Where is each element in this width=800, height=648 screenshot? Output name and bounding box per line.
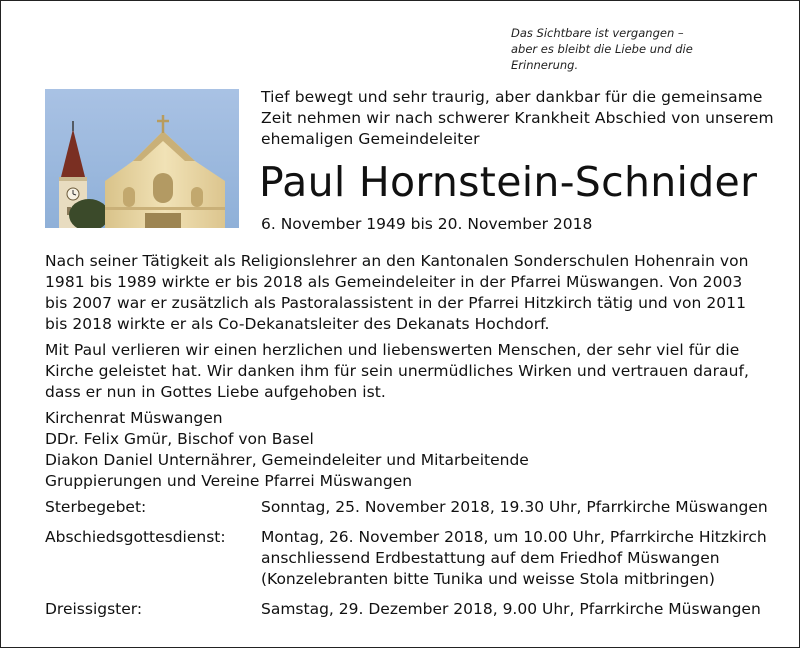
services-schedule — [45, 497, 768, 620]
service-label: Sterbegebet: — [45, 498, 147, 516]
intro-line: Zeit nehmen wir nach schwerer Krankheit Abschied von unserem — [261, 109, 774, 127]
life-dates: 6. November 1949 bis 20. November 2018 — [261, 215, 593, 233]
service-line: anschliessend Erdbestattung auf dem Friedhof Müswangen — [261, 549, 720, 567]
tribute-line: dass er nun in Gottes Liebe aufgehoben ist. — [45, 383, 386, 401]
service-line: (Konzelebranten bitte Tunika und weisse Stola mitbringen) — [261, 570, 715, 588]
tribute-line: Kirche geleistet hat. Wir danken ihm für sein unermüdliches Wirken und vertrauen darauf, — [45, 362, 749, 380]
service-details — [261, 599, 765, 620]
biography-line: bis 2007 war er zusätzlich als Pastoralassistent in der Pfarrei Hitzkirch tätig und von 2011 — [45, 294, 746, 312]
service-row-sterbegebet — [45, 497, 768, 518]
tribute-paragraph — [45, 340, 765, 403]
service-details — [261, 527, 767, 590]
church-illustration — [45, 89, 239, 228]
biography-line: Nach seiner Tätigkeit als Religionslehrer an den Kantonalen Sonderschulen Hohenrain von — [45, 252, 749, 270]
signer: Diakon Daniel Unternährer, Gemeindeleiter und Mitarbeitende — [45, 451, 529, 469]
motto-line: aber es bleibt die Liebe und die Erinnerung. — [511, 42, 693, 72]
motto-line: Das Sichtbare ist vergangen – — [511, 26, 684, 40]
intro-line: ehemaligen Gemeindeleiter — [261, 130, 480, 148]
signer: Gruppierungen und Vereine Pfarrei Müswangen — [45, 472, 413, 490]
intro-text — [261, 87, 774, 150]
biography-line: 1981 bis 1989 wirkte er bis 2018 als Gemeindeleiter in der Pfarrei Müswangen. Von 2003 — [45, 273, 743, 291]
biography-paragraph — [45, 251, 765, 335]
service-line: Montag, 26. November 2018, um 10.00 Uhr, Pfarrkirche Hitzkirch — [261, 528, 767, 546]
intro-line: Tief bewegt und sehr traurig, aber dankbar für die gemeinsame — [261, 88, 763, 106]
service-label: Abschiedsgottesdienst: — [45, 528, 226, 546]
signers-list — [45, 408, 529, 492]
biography-line: bis 2018 wirkte er als Co-Dekanatsleiter des Dekanats Hochdorf. — [45, 315, 550, 333]
service-row-dreissigster — [45, 599, 765, 620]
service-line: Samstag, 29. Dezember 2018, 9.00 Uhr, Pfarrkirche Müswangen — [261, 600, 761, 618]
motto-quote — [395, 25, 755, 73]
signer: DDr. Felix Gmür, Bischof von Basel — [45, 430, 314, 448]
service-row-abschiedsgottesdienst — [45, 527, 765, 590]
tribute-line: Mit Paul verlieren wir einen herzlichen und liebenswerten Menschen, der sehr viel für die — [45, 341, 740, 359]
church-photo — [45, 89, 239, 228]
service-label: Dreissigster: — [45, 600, 143, 618]
service-details — [261, 497, 768, 518]
service-line: Sonntag, 25. November 2018, 19.30 Uhr, Pfarrkirche Müswangen — [261, 498, 768, 516]
deceased-name: Paul Hornstein-Schnider — [259, 158, 758, 206]
signer: Kirchenrat Müswangen — [45, 409, 223, 427]
